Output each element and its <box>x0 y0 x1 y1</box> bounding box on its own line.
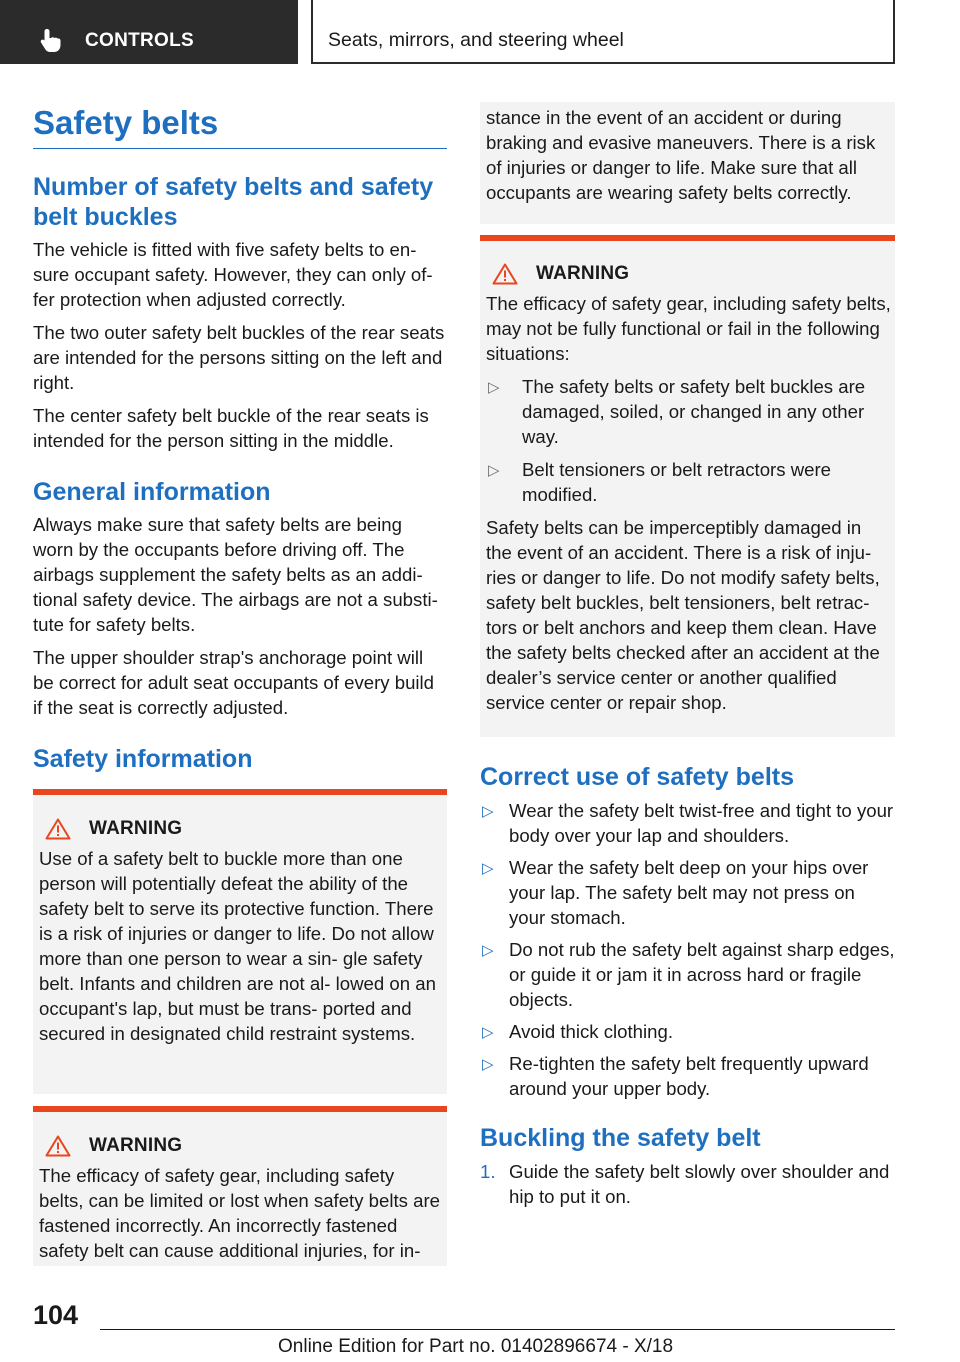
paragraph: The vehicle is fitted with five safety belts to en‐ sure occupant safety. However, they can only of‐ fer protection when adjusted correctly. <box>33 239 433 310</box>
list-item-text: Avoid thick clothing. <box>509 1021 673 1042</box>
warning-text: The efficacy of safety gear, including safety belts, can be limited or lost when safety belts are fastened incorrectly. An incorrectly fastened safety belt can cause additional injuries, for in‐ <box>39 1165 441 1261</box>
section-tab[interactable] <box>311 0 895 64</box>
warning-box <box>480 235 895 737</box>
list-item <box>480 1019 895 1044</box>
numbered-step <box>480 1159 895 1209</box>
warning-triangle-icon <box>492 263 518 285</box>
list-item <box>486 374 891 449</box>
triangle-bullet-icon: ▷ <box>482 1056 494 1073</box>
left-column <box>33 100 447 774</box>
paragraph: The upper shoulder strap's anchorage point will be correct for adult seat occupants of every build if the seat is correctly adjusted. <box>33 647 435 718</box>
hand-pointer-icon <box>38 27 64 53</box>
triangle-bullet-icon: ▷ <box>482 1024 494 1041</box>
heading-correct-use: Correct use of safety belts <box>480 763 794 791</box>
warning-box <box>33 1106 447 1266</box>
triangle-bullet-icon: ▷ <box>482 803 494 820</box>
warning-text: stance in the event of an accident or during braking and evasive maneuvers. There is a risk of injuries or danger to life. Make sure that all occupants are wearing safety belts correctly. <box>486 107 876 203</box>
warning-bar <box>33 1106 447 1112</box>
list-item <box>480 798 895 848</box>
paragraph: The center safety belt buckle of the rear seats is intended for the person sitting in the middle. <box>33 405 429 451</box>
list-item-text: Re-tighten the safety belt frequently upward around your upper body. <box>509 1053 869 1099</box>
section-label: Seats, mirrors, and steering wheel <box>328 29 624 51</box>
heading-number-of-belts: Number of safety belts and safety belt buckles <box>33 173 434 231</box>
paragraph: Always make sure that safety belts are being worn by the occupants before driving off. The airbags supplement the safety belts as an addi‐ tional safety device. The airbags are not a substi‐ tute for safety belts. <box>33 514 438 635</box>
triangle-bullet-icon: ▷ <box>488 379 500 396</box>
list-item <box>480 855 895 930</box>
heading-safety-information: Safety information <box>33 745 253 773</box>
chapter-label: CONTROLS <box>85 30 195 51</box>
triangle-bullet-icon: ▷ <box>482 860 494 877</box>
list-item <box>480 1051 895 1101</box>
list-item-text: The safety belts or safety belt buckles are damaged, soiled, or changed in any other way. <box>522 376 866 447</box>
warning-title: WARNING <box>89 818 183 839</box>
step-text: Guide the safety belt slowly over shoulder and hip to put it on. <box>509 1161 890 1207</box>
page-header <box>0 0 960 66</box>
page-title: Safety belts <box>33 104 219 141</box>
chapter-tab[interactable] <box>0 0 298 64</box>
heading-buckling: Buckling the safety belt <box>480 1124 761 1152</box>
right-column <box>480 762 895 1209</box>
list-item <box>480 937 895 1012</box>
warning-bar <box>480 235 895 241</box>
triangle-bullet-icon: ▷ <box>482 942 494 959</box>
warning-triangle-icon <box>45 1135 71 1157</box>
warning-triangle-icon <box>45 818 71 840</box>
warning-text: The efficacy of safety gear, including safety belts, may not be fully functional or fail in the following situations: <box>486 293 891 364</box>
warning-title: WARNING <box>536 263 630 284</box>
step-number: 1. <box>480 1161 496 1182</box>
page-number: 104 <box>33 1300 79 1330</box>
title-divider <box>33 148 447 149</box>
footer-divider <box>100 1329 895 1330</box>
warning-box <box>33 789 447 1094</box>
warning-text: Use of a safety belt to buckle more than one person will potentially defeat the ability of the safety belt to serve its protective function. There is a risk of injuries or danger to life. Do not allow more than one person to wear a sin‐ gle safety belt. Infants and children are not al‐ lowed on an occupant's lap, but must be trans‐ ported and secured in designated child restraint systems. <box>39 848 436 1044</box>
warning-bar <box>33 789 447 795</box>
warning-text: Safety belts can be imperceptibly damaged in the event of an accident. There is a risk of inju‐ ries or danger to life. Do not modify safety belts, safety belt buckles, belt tensioners, belt retrac‐ tors or belt anchors and keep them clean. Have the safety belts checked after an accident at the dealer’s service center or another qualified service center or repair shop. <box>486 517 880 713</box>
heading-general-information: General information <box>33 478 271 506</box>
edition-label: Online Edition for Part no. 01402896674 - X/18 <box>278 1336 674 1357</box>
list-item <box>486 457 891 507</box>
list-item-text: Wear the safety belt twist-free and tight to your body over your lap and shoulders. <box>509 800 894 846</box>
list-item-text: Wear the safety belt deep on your hips over your lap. The safety belt may not press on your stomach. <box>509 857 869 928</box>
warning-box-continued <box>480 102 895 224</box>
list-item-text: Belt tensioners or belt retractors were modified. <box>522 459 831 505</box>
paragraph: The two outer safety belt buckles of the rear seats are intended for the persons sitting on the left and right. <box>33 322 445 393</box>
list-item-text: Do not rub the safety belt against sharp edges, or guide it or jam it in across hard or fragile objects. <box>509 939 895 1010</box>
warning-title: WARNING <box>89 1135 183 1156</box>
triangle-bullet-icon: ▷ <box>488 462 500 479</box>
